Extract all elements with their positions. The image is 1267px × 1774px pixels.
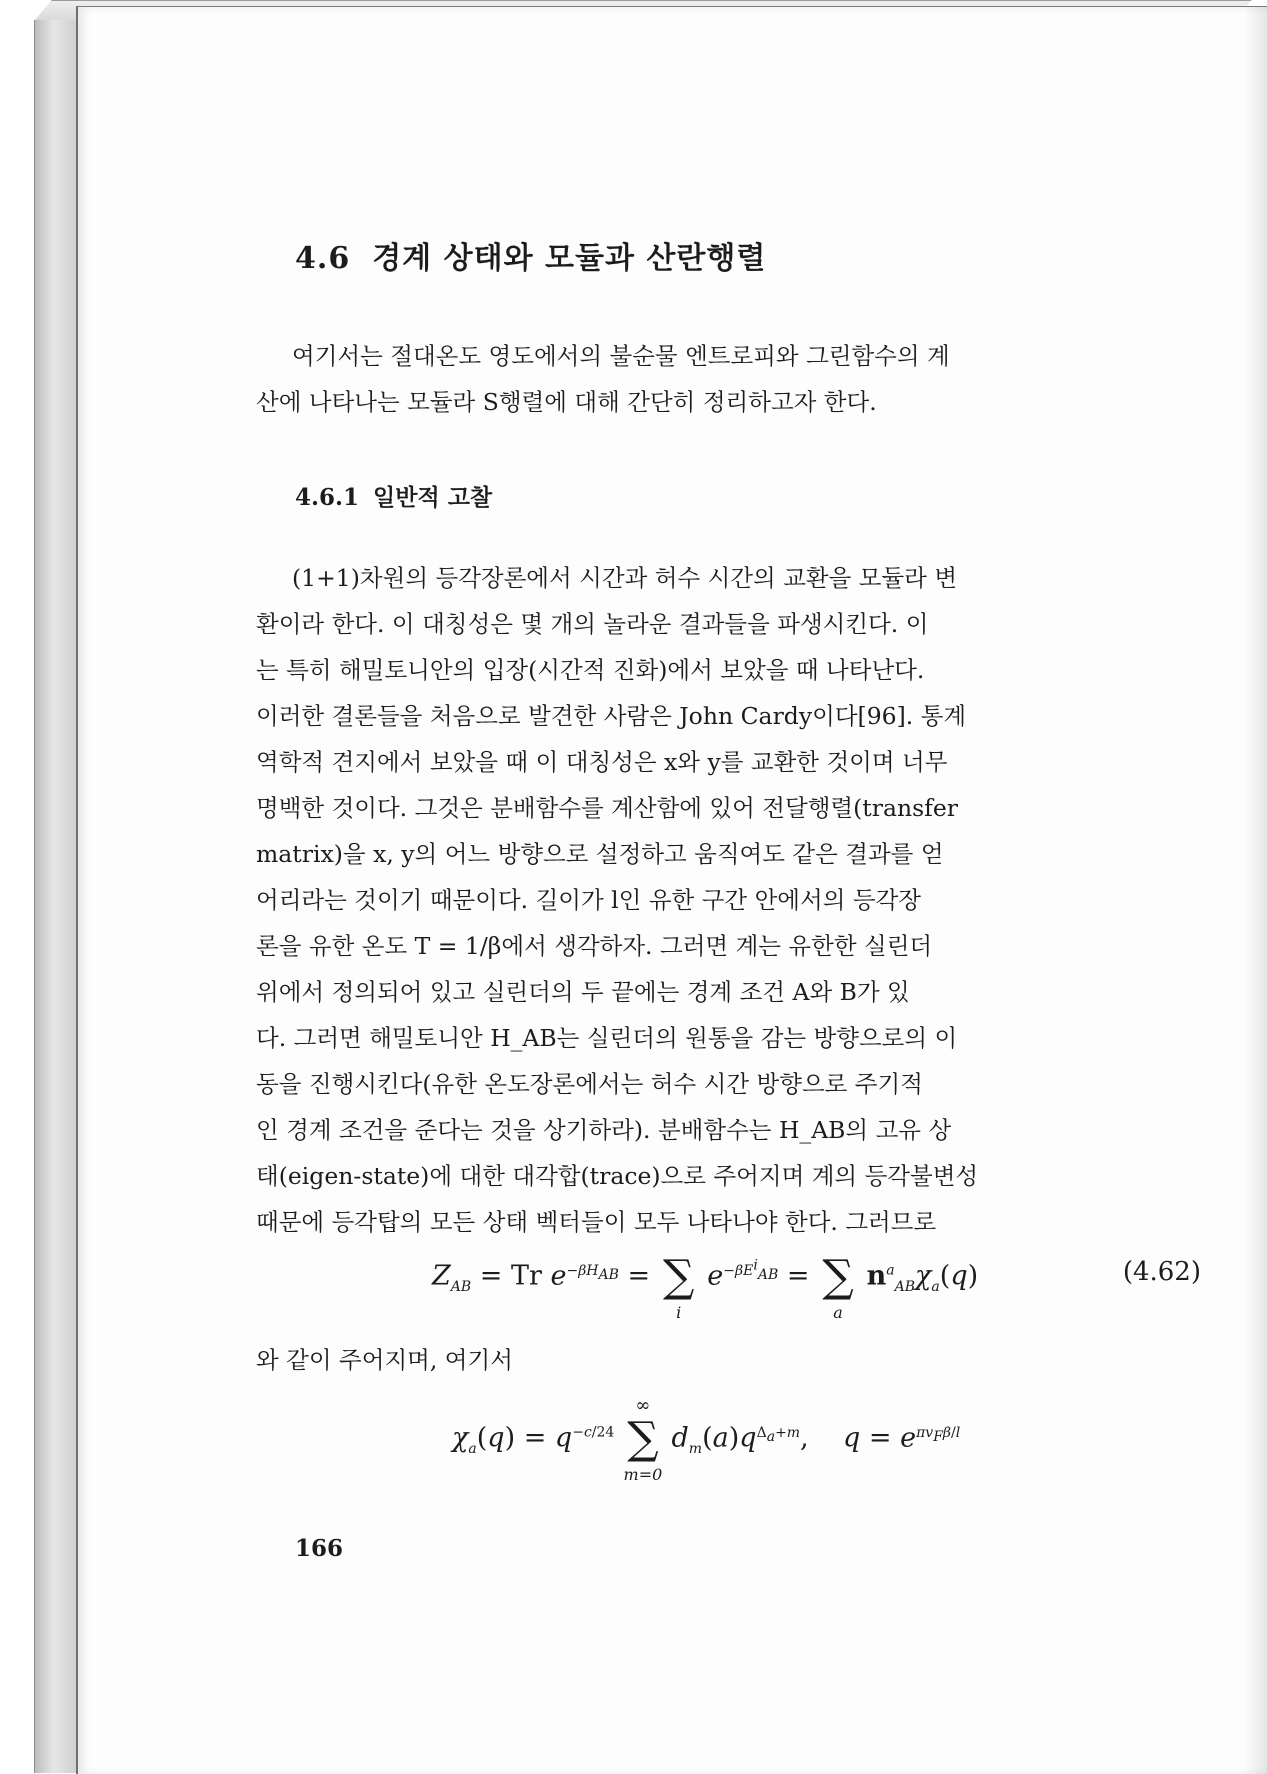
text-line: 태(eigen-state)에 대한 대각합(trace)으로 주어지며 계의 등각불변성 <box>256 1162 979 1190</box>
text-line: matrix)을 x, y의 어느 방향으로 설정하고 움직여도 같은 결과를 얻 <box>256 840 944 868</box>
text-line: 산에 나타나는 모듈라 S행렬에 대해 간단히 정리하고자 한다. <box>256 388 877 416</box>
text-line: 이러한 결론들을 처음으로 발견한 사람은 John Cardy이다[96]. 통계 <box>256 702 967 730</box>
equation-character <box>256 1395 1201 1484</box>
text-line: 여기서는 절대온도 영도에서의 불순물 엔트로피와 그린함수의 계 <box>292 342 950 370</box>
text-line: 위에서 정의되어 있고 실린더의 두 끝에는 경계 조건 A와 B가 있 <box>256 978 910 1006</box>
text-line: 는 특히 해밀토니안의 입장(시간적 진화)에서 보았을 때 나타난다. <box>256 656 925 684</box>
text-line: (1+1)차원의 등각장론에서 시간과 허수 시간의 교환을 모듈라 변 <box>292 564 958 592</box>
equation-formula: $Z_{AB} = Tr$ $e^{-\beta H_{AB}}$ = ∑ i $e^{-\beta E^i_{AB}}$ = ∑ a $n^a_{AB}\chi_a(q)$ <box>432 1251 979 1322</box>
subsection-title: 일반적 고찰 <box>373 484 493 511</box>
section-number: 4.6 <box>295 241 351 276</box>
book-side-edge <box>34 20 77 1773</box>
text-line: 다. 그러면 해밀토니안 H_AB는 실린더의 원통을 감는 방향으로의 이 <box>256 1024 958 1052</box>
text-line: 때문에 등각탑의 모든 상태 벡터들이 모두 나타나야 한다. 그러므로 <box>256 1208 937 1236</box>
page-shadow <box>1243 7 1267 1774</box>
body-paragraph <box>256 555 1201 1245</box>
equation-formula: $\chi_a(q) = q^{-c/24}$ ∞ ∑ m=0 $d_m(a)q^{\Delta_a+m}$, $q = e^{\pi v_F\beta/l}$ <box>452 1395 961 1484</box>
book-page <box>76 6 1267 1774</box>
text-line: 인 경계 조건을 준다는 것을 상기하라). 분배함수는 H_AB의 고유 상 <box>256 1116 952 1144</box>
text-line: 명백한 것이다. 그것은 분배함수를 계산함에 있어 전달행렬(transfer <box>256 794 959 822</box>
page-number: 166 <box>295 1535 344 1562</box>
subsection-number: 4.6.1 <box>295 484 360 511</box>
text-line: 론을 유한 온도 T = 1/β에서 생각하자. 그러면 계는 유한한 실린더 <box>256 932 933 960</box>
section-heading <box>295 233 766 277</box>
text-line: 동을 진행시킨다(유한 온도장론에서는 허수 시간 방향으로 주기적 <box>256 1070 923 1098</box>
text-after-equation: 와 같이 주어지며, 여기서 <box>256 1346 513 1374</box>
text-line: 어리라는 것이기 때문이다. 길이가 l인 유한 구간 안에서의 등각장 <box>256 886 921 914</box>
equation-number: (4.62) <box>1122 1257 1201 1287</box>
text-line: 환이라 한다. 이 대칭성은 몇 개의 놀라운 결과들을 파생시킨다. 이 <box>256 610 929 638</box>
text-line: 역학적 견지에서 보았을 때 이 대칭성은 x와 y를 교환한 것이며 너무 <box>256 748 948 776</box>
subsection-heading <box>295 479 492 512</box>
equation-partition-function <box>256 1247 1201 1327</box>
intro-paragraph <box>256 333 1201 425</box>
section-title: 경계 상태와 모듈과 산란행렬 <box>372 241 767 276</box>
